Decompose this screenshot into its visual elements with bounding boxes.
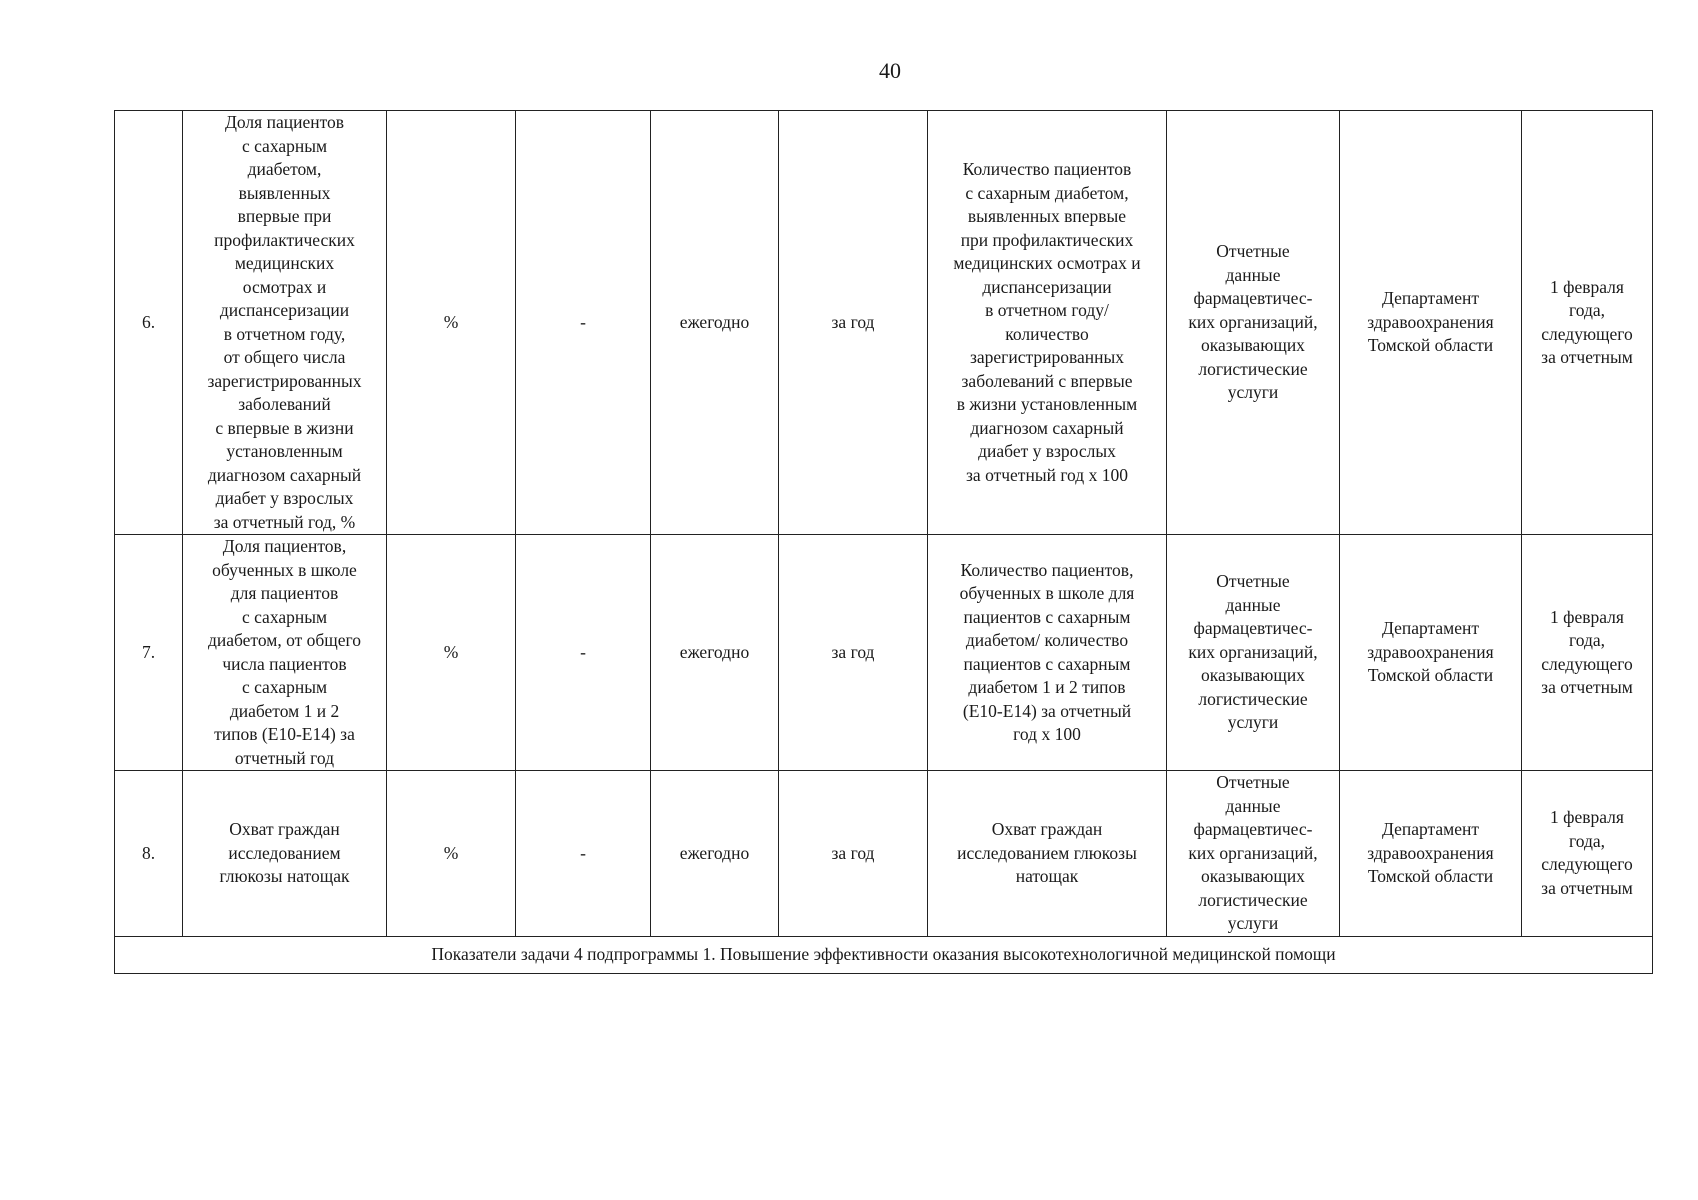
- indicators-table: [114, 110, 1653, 974]
- source-cell: Отчетные данные фармацевтичес- ких организаций, оказывающих логистические услуги: [1167, 771, 1340, 937]
- source-cell: Отчетные данные фармацевтичес- ких организаций, оказывающих логистические услуги: [1167, 111, 1340, 535]
- section-heading-row: [115, 936, 1653, 973]
- responsible-cell: Департамент здравоохранения Томской области: [1340, 535, 1522, 771]
- period-cell: за год: [779, 535, 928, 771]
- formula-cell: Охват граждан исследованием глюкозы натощак: [928, 771, 1167, 937]
- deadline-cell: 1 февраля года, следующего за отчетным: [1522, 535, 1653, 771]
- period-cell: за год: [779, 111, 928, 535]
- period-cell: за год: [779, 771, 928, 937]
- deadline-cell: 1 февраля года, следующего за отчетным: [1522, 111, 1653, 535]
- formula-cell: Количество пациентов с сахарным диабетом, выявленных впервые при профилактических медицинских осмотрах и диспансеризации в отчетном году/ количество зарегистрированных заболеваний с впервые в жизни установленным диагнозом сахарный диабет у взрослых за отчетный год х 100: [928, 111, 1167, 535]
- frequency-cell: ежегодно: [651, 535, 779, 771]
- table-row: [115, 111, 1653, 535]
- responsible-cell: Департамент здравоохранения Томской области: [1340, 771, 1522, 937]
- deadline-cell: 1 февраля года, следующего за отчетным: [1522, 771, 1653, 937]
- frequency-cell: ежегодно: [651, 771, 779, 937]
- dash-cell: -: [516, 535, 651, 771]
- section-heading: Показатели задачи 4 подпрограммы 1. Повышение эффективности оказания высокотехнологичной медицинской помощи: [115, 936, 1653, 973]
- row-number-cell: 7.: [115, 535, 183, 771]
- row-number-cell: 6.: [115, 111, 183, 535]
- row-number-cell: 8.: [115, 771, 183, 937]
- formula-cell: Количество пациентов, обученных в школе для пациентов с сахарным диабетом/ количество пациентов с сахарным диабетом 1 и 2 типов (Е10-Е14) за отчетный год х 100: [928, 535, 1167, 771]
- page-number: 40: [879, 58, 901, 83]
- unit-cell: %: [387, 111, 516, 535]
- unit-cell: %: [387, 535, 516, 771]
- table-row: [115, 771, 1653, 937]
- indicator-name-cell: Доля пациентов, обученных в школе для пациентов с сахарным диабетом, от общего числа пациентов с сахарным диабетом 1 и 2 типов (Е10-Е14) за отчетный год: [183, 535, 387, 771]
- unit-cell: %: [387, 771, 516, 937]
- frequency-cell: ежегодно: [651, 111, 779, 535]
- table-row: [115, 535, 1653, 771]
- indicator-name-cell: Охват граждан исследованием глюкозы натощак: [183, 771, 387, 937]
- indicator-name-cell: Доля пациентов с сахарным диабетом, выявленных впервые при профилактических медицинских осмотрах и диспансеризации в отчетном году, от общего числа зарегистрированных заболеваний с впервые в жизни установленным диагнозом сахарный диабет у взрослых за отчетный год, %: [183, 111, 387, 535]
- dash-cell: -: [516, 111, 651, 535]
- dash-cell: -: [516, 771, 651, 937]
- responsible-cell: Департамент здравоохранения Томской области: [1340, 111, 1522, 535]
- source-cell: Отчетные данные фармацевтичес- ких организаций, оказывающих логистические услуги: [1167, 535, 1340, 771]
